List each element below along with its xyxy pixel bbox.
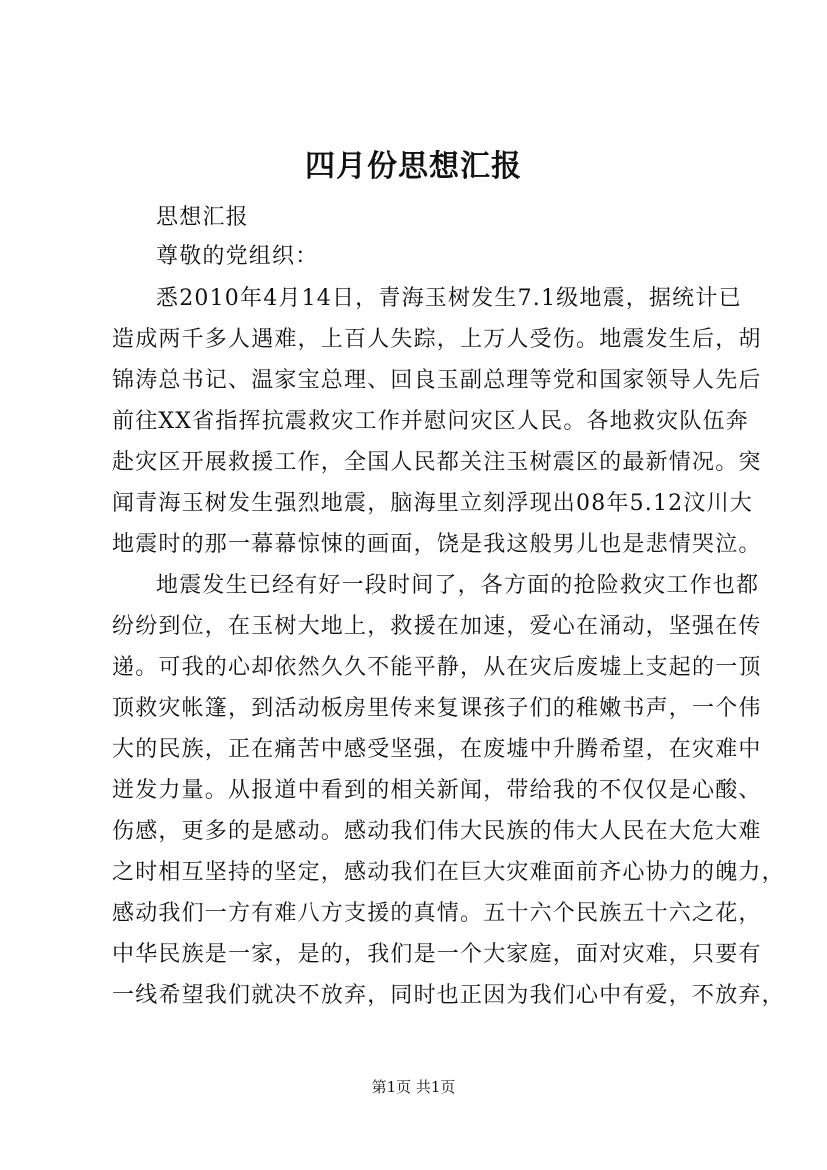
heading-label: 思想汇报 (156, 205, 249, 230)
paragraph-line: 迸发力量。从报道中看到的相关新闻，带给我的不仅仅是心酸、 (112, 778, 762, 803)
paragraph-line: 大的民族，正在痛苦中感受坚强，在废墟中升腾希望，在灾难中 (112, 737, 762, 762)
paragraph-line: 锦涛总书记、温家宝总理、回良玉副总理等党和国家领导人先后 (112, 368, 762, 393)
salutation: 尊敬的党组织： (156, 244, 319, 269)
paragraph-line: 递。可我的心却依然久久不能平静，从在灾后废墟上支起的一顶 (112, 655, 762, 680)
paragraph-line: 赴灾区开展救援工作，全国人民都关注玉树震区的最新情况。突 (112, 450, 762, 475)
paragraph-line: 中华民族是一家，是的，我们是一个大家庭，面对灾难，只要有 (112, 942, 762, 967)
paragraph-line: 闻青海玉树发生强烈地震，脑海里立刻浮现出08年5.12汶川大 (112, 491, 753, 516)
document-title: 四月份思想汇报 (305, 149, 522, 184)
page-number-footer: 第1页 共1页 (371, 1078, 456, 1096)
paragraph-line: 之时相互坚持的坚定，感动我们在巨大灾难面前齐心协力的魄力， (112, 860, 785, 885)
paragraph-line: 地震发生已经有好一段时间了，各方面的抢险救灾工作也都 (156, 573, 760, 598)
paragraph-line: 悉2010年4月14日，青海玉树发生7.1级地震，据统计已 (156, 286, 742, 311)
paragraph-line: 纷纷到位，在玉树大地上，救援在加速，爱心在涌动，坚强在传 (112, 614, 762, 639)
paragraph-line: 伤感，更多的是感动。感动我们伟大民族的伟大人民在大危大难 (112, 819, 762, 844)
paragraph-line: 感动我们一方有难八方支援的真情。五十六个民族五十六之花， (112, 901, 762, 926)
paragraph-line: 前往XX省指挥抗震救灾工作并慰问灾区人民。各地救灾队伍奔 (112, 409, 749, 434)
paragraph-line: 一线希望我们就决不放弃，同时也正因为我们心中有爱，不放弃， (112, 983, 785, 1008)
paragraph-line: 地震时的那一幕幕惊悚的画面，饶是我这般男儿也是悲情哭泣。 (112, 532, 762, 557)
paragraph-line: 造成两千多人遇难，上百人失踪，上万人受伤。地震发生后，胡 (112, 327, 762, 352)
paragraph-line: 顶救灾帐篷，到活动板房里传来复课孩子们的稚嫩书声，一个伟 (112, 696, 762, 721)
